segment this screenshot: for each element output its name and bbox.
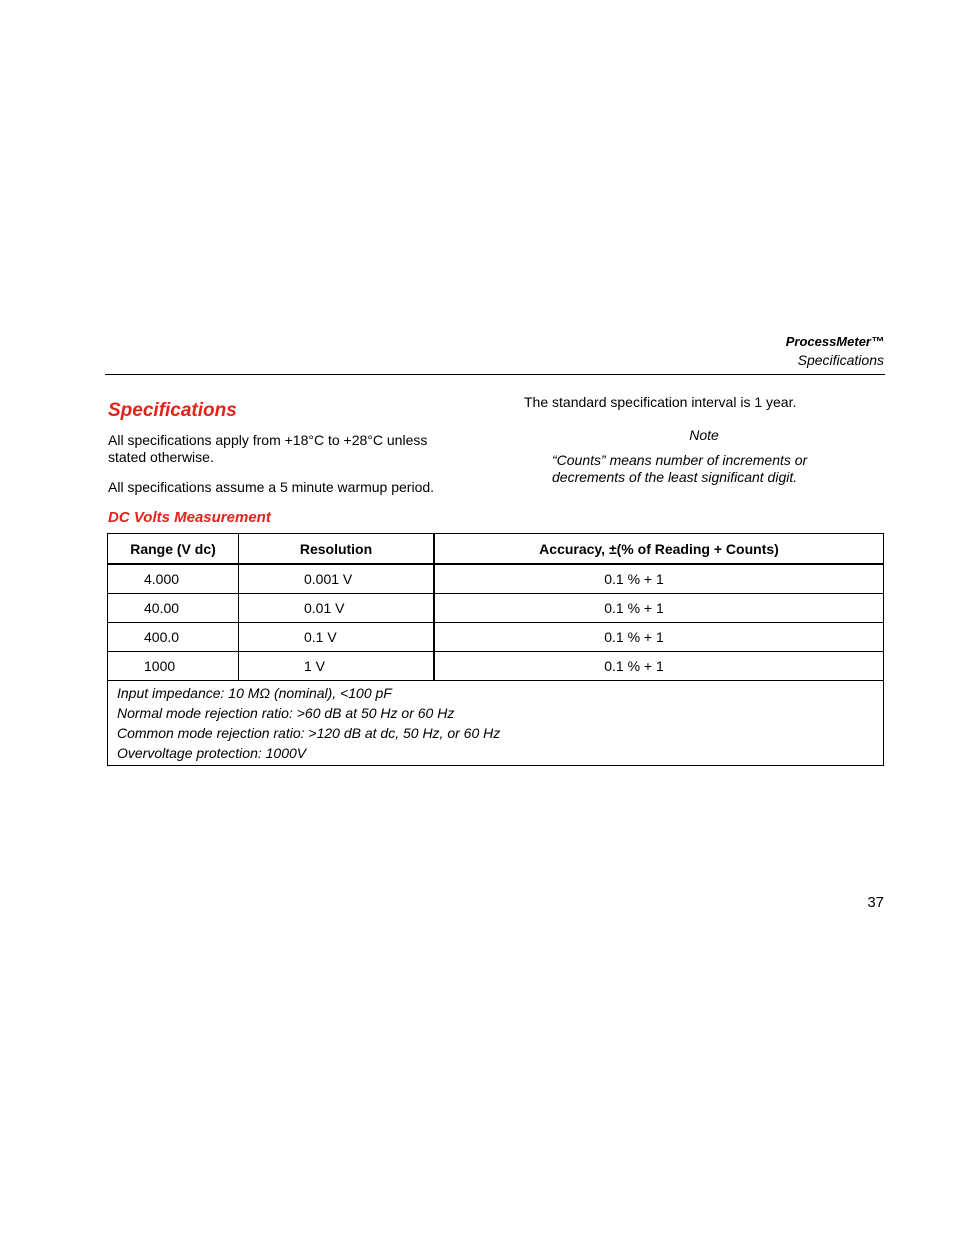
cell-range: 4.000 <box>108 564 239 594</box>
cell-resolution: 0.1 V <box>239 623 435 652</box>
cell-accuracy: 0.1 % + 1 <box>434 652 884 681</box>
table-header-row <box>108 534 884 565</box>
note-common-mode-rejection: Common mode rejection ratio: >120 dB at dc, 50 Hz, or 60 Hz <box>117 725 501 741</box>
cell-range: 400.0 <box>108 623 239 652</box>
page-number: 37 <box>867 894 884 911</box>
header-resolution: Resolution <box>239 534 435 565</box>
header-rule <box>105 374 885 375</box>
paragraph-temperature: All specifications apply from +18°C to +28°C unless stated otherwise. <box>108 432 428 465</box>
running-header-subtitle: Specifications <box>797 352 884 368</box>
table-row <box>108 594 884 623</box>
note-body: “Counts” means number of increments or decrements of the least significant digit. <box>552 452 808 485</box>
cell-accuracy: 0.1 % + 1 <box>434 564 884 594</box>
header-accuracy: Accuracy, ±(% of Reading + Counts) <box>434 534 884 565</box>
subsection-title: DC Volts Measurement <box>108 509 271 526</box>
cell-range: 1000 <box>108 652 239 681</box>
section-title: Specifications <box>108 400 237 421</box>
table-notes <box>108 681 884 766</box>
cell-range: 40.00 <box>108 594 239 623</box>
paragraph-warmup: All specifications assume a 5 minute warmup period. <box>108 479 435 495</box>
paragraph-interval: The standard specification interval is 1 year. <box>524 394 797 410</box>
note-input-impedance: Input impedance: 10 MΩ (nominal), <100 pF <box>117 685 392 701</box>
table-row <box>108 652 884 681</box>
note-title: Note <box>689 427 719 443</box>
table-row <box>108 564 884 594</box>
table-notes-row <box>108 681 884 766</box>
dc-volts-table <box>107 533 884 766</box>
running-header-title: ProcessMeter™ <box>785 334 884 349</box>
cell-accuracy: 0.1 % + 1 <box>434 623 884 652</box>
cell-resolution: 0.001 V <box>239 564 435 594</box>
header-range: Range (V dc) <box>108 534 239 565</box>
note-normal-mode-rejection: Normal mode rejection ratio: >60 dB at 50 Hz or 60 Hz <box>117 705 455 721</box>
cell-accuracy: 0.1 % + 1 <box>434 594 884 623</box>
cell-resolution: 0.01 V <box>239 594 435 623</box>
note-overvoltage-protection: Overvoltage protection: 1000V <box>117 745 307 761</box>
cell-resolution: 1 V <box>239 652 435 681</box>
table-row <box>108 623 884 652</box>
